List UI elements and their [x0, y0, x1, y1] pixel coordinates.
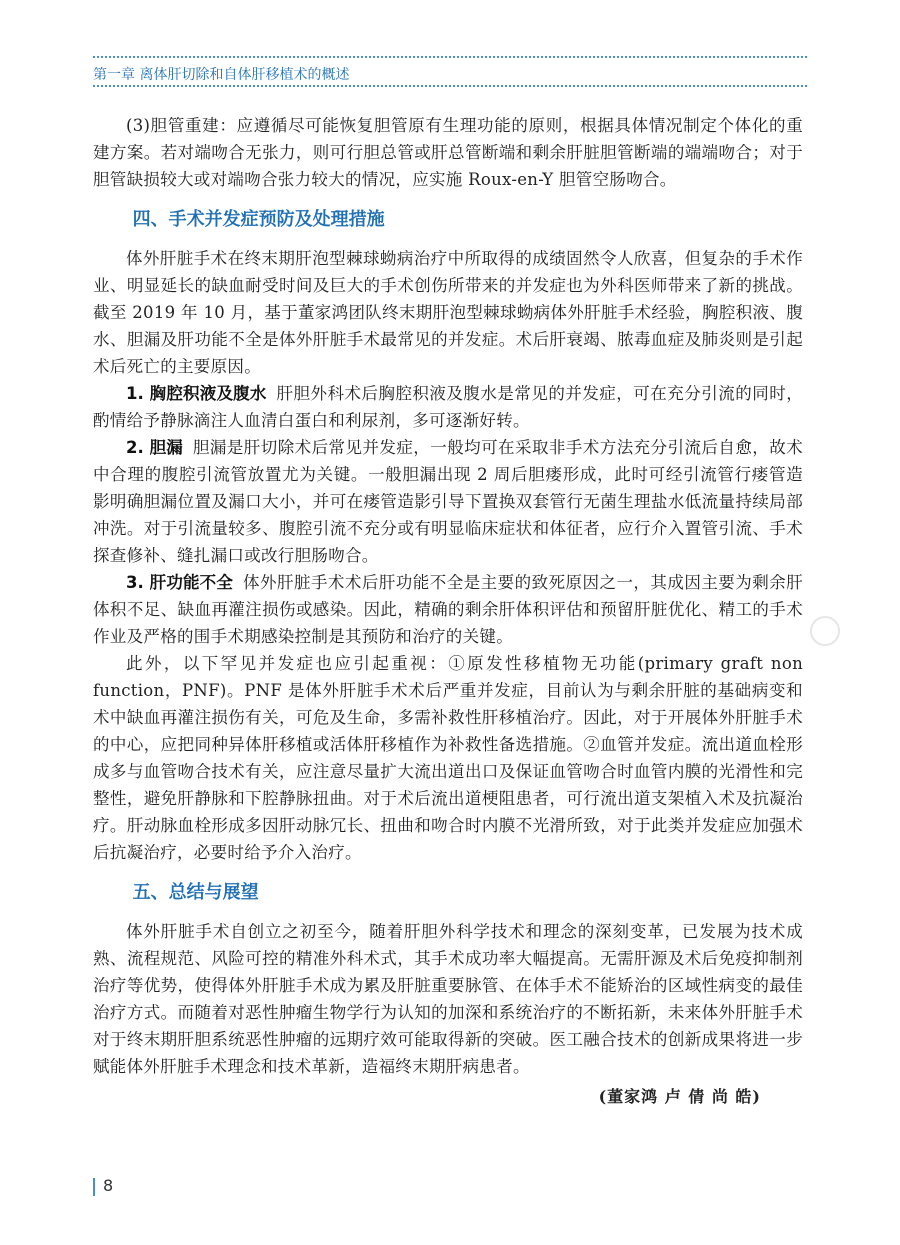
paragraph-complications-intro: 体外肝脏手术在终末期肝泡型棘球蚴病治疗中所取得的成绩固然令人欣喜，但复杂的手术作业、明显延长的缺血耐受时间及巨大的手术创伤所带来的并发症也为外科医师带来了新的挑战。截至 2019 年 10 月，基于董家鸿团队终末期肝泡型棘球蚴病体外肝脏手术经验，胸腔积液、腹水、胆漏及肝功能不全是体外肝脏手术最常见的并发症。术后肝衰竭、脓毒血症及肺炎则是引起术后死亡的主要原因。 — [93, 249, 803, 376]
section-heading-complications: 四、手术并发症预防及处理措施 — [132, 209, 385, 230]
running-header — [93, 56, 807, 86]
header-divider-top — [93, 56, 807, 58]
watermark-seal-icon — [810, 616, 840, 646]
item-2-text: 胆漏是肝切除术后常见并发症，一般均可在采取非手术方法充分引流后自愈，故术中合理的腹腔引流管放置尤为关键。一般胆漏出现 2 周后胆瘘形成，此时可经引流管行瘘管造影明确胆漏位置及漏口大小，并可在瘘管造影引导下置换双套管行无菌生理盐水低流量持续局部冲洗。对于引流量较多、腹腔引流不充分或有明显临床症状和体征者，应行介入置管引流、手术探查修补、缝扎漏口或改行胆肠吻合。 — [93, 438, 803, 565]
paragraph-item-1 — [93, 380, 803, 434]
item-2-heading: 2. 胆漏 — [126, 438, 183, 457]
chapter-title: 第一章 离体肝切除和自体肝移植术的概述 — [93, 67, 350, 83]
page-body — [93, 112, 803, 1107]
item-1-text: 肝胆外科术后胸腔积液及腹水是常见的并发症，可在充分引流的同时，酌情给予静脉滴注人血清白蛋白和利尿剂，多可逐渐好转。 — [93, 384, 803, 430]
paragraph-bile-duct-reconstruction: (3)胆管重建：应遵循尽可能恢复胆管原有生理功能的原则，根据具体情况制定个体化的重建方案。若对端吻合无张力，则可行胆总管或肝总管断端和剩余肝脏胆管断端的端端吻合；对于胆管缺损较大或对端吻合张力较大的情况，应实施 Roux-en-Y 胆管空肠吻合。 — [93, 116, 803, 189]
item-1-heading: 1. 胸腔积液及腹水 — [126, 384, 267, 403]
paragraph-item-3 — [93, 569, 803, 650]
paragraph-summary: 体外肝脏手术自创立之初至今，随着肝胆外科学技术和理念的深刻变革，已发展为技术成熟、流程规范、风险可控的精准外科术式，其手术成功率大幅提高。无需肝源及术后免疫抑制剂治疗等优势，使得体外肝脏手术成为累及肝脏重要脉管、在体手术不能矫治的区域性病变的最佳治疗方式。而随着对恶性肿瘤生物学行为认知的加深和系统治疗的不断拓新，未来体外肝脏手术对于终末期肝胆系统恶性肿瘤的远期疗效可能取得新的突破。医工融合技术的创新成果将进一步赋能体外肝脏手术理念和技术革新，造福终末期肝病患者。 — [93, 922, 803, 1076]
item-3-text: 体外肝脏手术术后肝功能不全是主要的致死原因之一，其成因主要为剩余肝体积不足、缺血再灌注损伤或感染。因此，精确的剩余肝体积评估和预留肝脏优化、精工的手术作业及严格的围手术期感染控制是其预防和治疗的关键。 — [93, 573, 803, 646]
page-number: 8 — [103, 1176, 114, 1195]
paragraph-item-2 — [93, 434, 803, 569]
footer-bar — [93, 1178, 95, 1196]
item-3-heading: 3. 肝功能不全 — [126, 573, 234, 592]
author-signature: (董家鸿 卢 倩 尚 皓) — [598, 1087, 761, 1106]
header-divider-bottom — [93, 85, 807, 87]
paragraph-rare-complications: 此外，以下罕见并发症也应引起重视：①原发性移植物无功能(primary graft non function，PNF)。PNF 是体外肝脏手术术后严重并发症，目前认为与剩余肝脏的基础病变和术中缺血再灌注损伤有关，可危及生命，多需补救性肝移植治疗。因此，对于开展体外肝脏手术的中心，应把同种异体肝移植或活体肝移植作为补救性备选措施。②血管并发症。流出道血栓形成多与血管吻合技术有关，应注意尽量扩大流出道出口及保证血管吻合时血管内膜的光滑性和完整性，避免肝静脉和下腔静脉扭曲。对于术后流出道梗阻患者，可行流出道支架植入术及抗凝治疗。肝动脉血栓形成多因肝动脉冗长、扭曲和吻合时内膜不光滑所致，对于此类并发症应加强术后抗凝治疗，必要时给予介入治疗。 — [93, 654, 803, 862]
section-heading-summary: 五、总结与展望 — [132, 882, 259, 903]
